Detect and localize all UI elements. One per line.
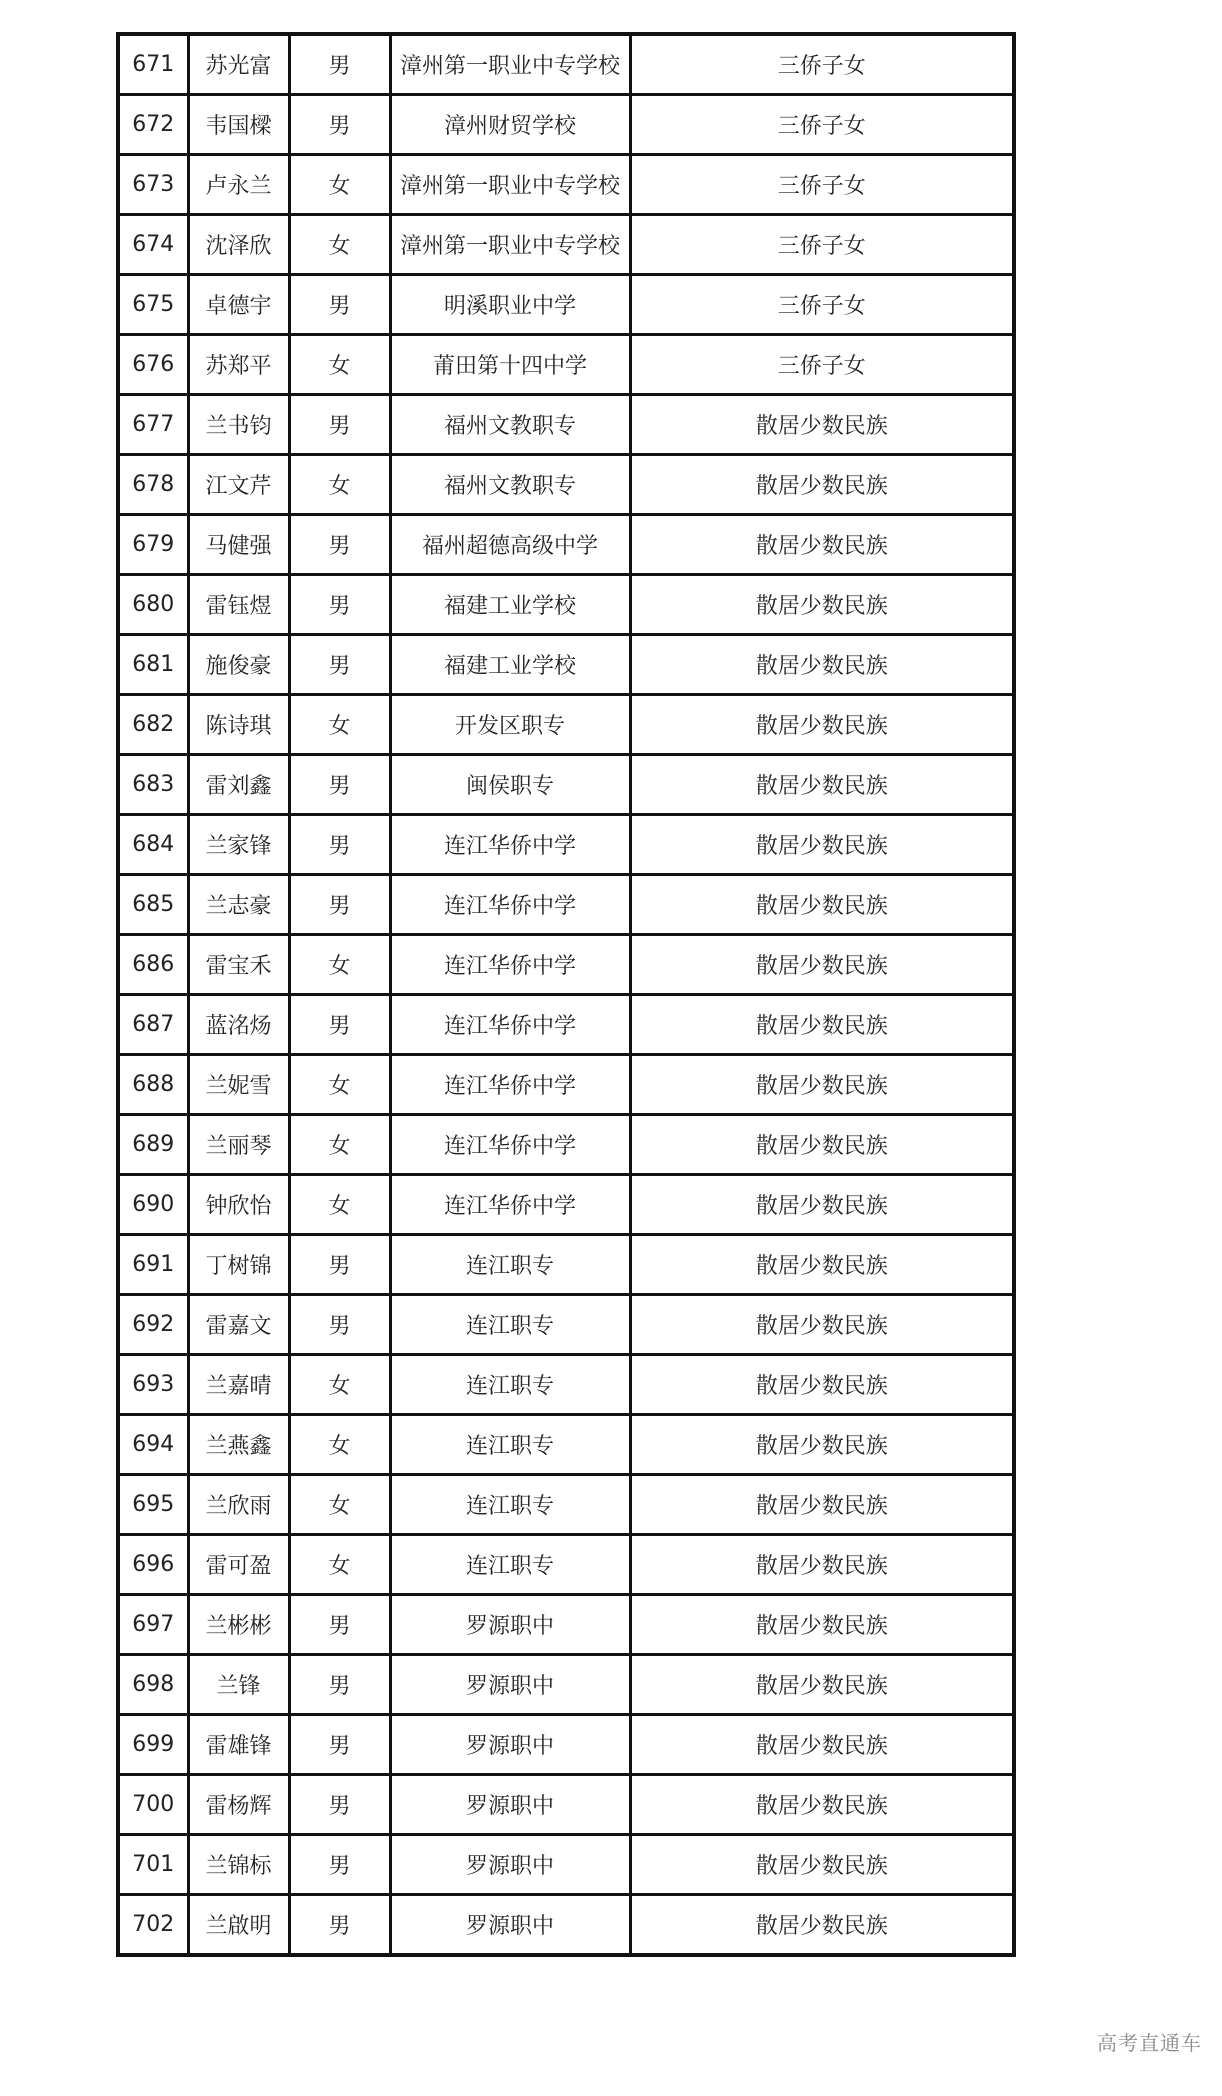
table-row xyxy=(118,815,1014,875)
name-cell: 卓德宇 xyxy=(188,275,289,335)
category-cell: 散居少数民族 xyxy=(630,1655,1014,1715)
category-cell: 散居少数民族 xyxy=(630,875,1014,935)
gender-cell: 女 xyxy=(289,155,390,215)
school-cell: 连江职专 xyxy=(390,1475,630,1535)
name-cell: 卢永兰 xyxy=(188,155,289,215)
category-cell: 三侨子女 xyxy=(630,275,1014,335)
gender-cell: 女 xyxy=(289,1415,390,1475)
number-cell: 673 xyxy=(118,155,188,215)
table-row xyxy=(118,335,1014,395)
category-cell: 三侨子女 xyxy=(630,155,1014,215)
name-cell: 雷雄锋 xyxy=(188,1715,289,1775)
gender-cell: 女 xyxy=(289,1055,390,1115)
gender-cell: 男 xyxy=(289,1715,390,1775)
gender-cell: 男 xyxy=(289,1655,390,1715)
category-cell: 散居少数民族 xyxy=(630,1835,1014,1895)
number-cell: 695 xyxy=(118,1475,188,1535)
number-cell: 698 xyxy=(118,1655,188,1715)
table-row xyxy=(118,1595,1014,1655)
number-cell: 687 xyxy=(118,995,188,1055)
category-cell: 散居少数民族 xyxy=(630,395,1014,455)
table-row xyxy=(118,995,1014,1055)
school-cell: 莆田第十四中学 xyxy=(390,335,630,395)
school-cell: 连江华侨中学 xyxy=(390,935,630,995)
number-cell: 692 xyxy=(118,1295,188,1355)
table-row xyxy=(118,1475,1014,1535)
category-cell: 散居少数民族 xyxy=(630,575,1014,635)
category-cell: 散居少数民族 xyxy=(630,1295,1014,1355)
gender-cell: 女 xyxy=(289,1475,390,1535)
school-cell: 罗源职中 xyxy=(390,1895,630,1956)
gender-cell: 男 xyxy=(289,1595,390,1655)
number-cell: 680 xyxy=(118,575,188,635)
category-cell: 三侨子女 xyxy=(630,215,1014,275)
gender-cell: 男 xyxy=(289,395,390,455)
name-cell: 雷嘉文 xyxy=(188,1295,289,1355)
category-cell: 散居少数民族 xyxy=(630,455,1014,515)
school-cell: 福州文教职专 xyxy=(390,395,630,455)
name-cell: 钟欣怡 xyxy=(188,1175,289,1235)
name-cell: 苏光富 xyxy=(188,34,289,95)
name-cell: 兰锦标 xyxy=(188,1835,289,1895)
gender-cell: 男 xyxy=(289,1295,390,1355)
number-cell: 701 xyxy=(118,1835,188,1895)
school-cell: 连江华侨中学 xyxy=(390,995,630,1055)
table-row xyxy=(118,1055,1014,1115)
number-cell: 688 xyxy=(118,1055,188,1115)
name-cell: 兰欣雨 xyxy=(188,1475,289,1535)
table-row xyxy=(118,1895,1014,1956)
category-cell: 散居少数民族 xyxy=(630,1235,1014,1295)
table-row xyxy=(118,875,1014,935)
roster-body xyxy=(118,34,1014,1955)
name-cell: 兰丽琴 xyxy=(188,1115,289,1175)
name-cell: 江文芹 xyxy=(188,455,289,515)
category-cell: 散居少数民族 xyxy=(630,1055,1014,1115)
name-cell: 兰啟明 xyxy=(188,1895,289,1956)
table-row xyxy=(118,155,1014,215)
gender-cell: 男 xyxy=(289,1835,390,1895)
gender-cell: 女 xyxy=(289,455,390,515)
category-cell: 散居少数民族 xyxy=(630,1895,1014,1956)
category-cell: 散居少数民族 xyxy=(630,515,1014,575)
school-cell: 福州超德高级中学 xyxy=(390,515,630,575)
gender-cell: 男 xyxy=(289,1235,390,1295)
gender-cell: 男 xyxy=(289,815,390,875)
name-cell: 兰彬彬 xyxy=(188,1595,289,1655)
category-cell: 散居少数民族 xyxy=(630,635,1014,695)
gender-cell: 男 xyxy=(289,1775,390,1835)
number-cell: 671 xyxy=(118,34,188,95)
name-cell: 兰妮雪 xyxy=(188,1055,289,1115)
school-cell: 连江职专 xyxy=(390,1415,630,1475)
table-row xyxy=(118,515,1014,575)
gender-cell: 女 xyxy=(289,1535,390,1595)
name-cell: 蓝洺炀 xyxy=(188,995,289,1055)
table-row xyxy=(118,1775,1014,1835)
number-cell: 685 xyxy=(118,875,188,935)
category-cell: 散居少数民族 xyxy=(630,1415,1014,1475)
school-cell: 明溪职业中学 xyxy=(390,275,630,335)
category-cell: 散居少数民族 xyxy=(630,1115,1014,1175)
number-cell: 677 xyxy=(118,395,188,455)
gender-cell: 男 xyxy=(289,995,390,1055)
number-cell: 689 xyxy=(118,1115,188,1175)
number-cell: 678 xyxy=(118,455,188,515)
number-cell: 675 xyxy=(118,275,188,335)
gender-cell: 男 xyxy=(289,1895,390,1956)
name-cell: 雷可盈 xyxy=(188,1535,289,1595)
gender-cell: 女 xyxy=(289,335,390,395)
number-cell: 696 xyxy=(118,1535,188,1595)
school-cell: 罗源职中 xyxy=(390,1715,630,1775)
name-cell: 施俊豪 xyxy=(188,635,289,695)
name-cell: 雷杨辉 xyxy=(188,1775,289,1835)
category-cell: 散居少数民族 xyxy=(630,1715,1014,1775)
number-cell: 679 xyxy=(118,515,188,575)
table-row xyxy=(118,1115,1014,1175)
gender-cell: 男 xyxy=(289,34,390,95)
table-row xyxy=(118,275,1014,335)
table-row xyxy=(118,1535,1014,1595)
number-cell: 686 xyxy=(118,935,188,995)
gender-cell: 女 xyxy=(289,935,390,995)
school-cell: 福建工业学校 xyxy=(390,635,630,695)
name-cell: 兰志豪 xyxy=(188,875,289,935)
category-cell: 散居少数民族 xyxy=(630,1535,1014,1595)
category-cell: 散居少数民族 xyxy=(630,755,1014,815)
gender-cell: 男 xyxy=(289,95,390,155)
number-cell: 682 xyxy=(118,695,188,755)
roster-table xyxy=(116,32,1016,1957)
number-cell: 700 xyxy=(118,1775,188,1835)
number-cell: 702 xyxy=(118,1895,188,1956)
number-cell: 693 xyxy=(118,1355,188,1415)
category-cell: 散居少数民族 xyxy=(630,995,1014,1055)
category-cell: 三侨子女 xyxy=(630,34,1014,95)
table-row xyxy=(118,1295,1014,1355)
school-cell: 闽侯职专 xyxy=(390,755,630,815)
school-cell: 漳州第一职业中专学校 xyxy=(390,155,630,215)
school-cell: 福建工业学校 xyxy=(390,575,630,635)
name-cell: 韦国樑 xyxy=(188,95,289,155)
table-row xyxy=(118,1235,1014,1295)
school-cell: 连江职专 xyxy=(390,1235,630,1295)
table-row xyxy=(118,1835,1014,1895)
gender-cell: 男 xyxy=(289,755,390,815)
school-cell: 漳州第一职业中专学校 xyxy=(390,215,630,275)
category-cell: 三侨子女 xyxy=(630,95,1014,155)
school-cell: 漳州财贸学校 xyxy=(390,95,630,155)
school-cell: 连江华侨中学 xyxy=(390,875,630,935)
number-cell: 674 xyxy=(118,215,188,275)
name-cell: 兰书钧 xyxy=(188,395,289,455)
name-cell: 丁树锦 xyxy=(188,1235,289,1295)
category-cell: 散居少数民族 xyxy=(630,1595,1014,1655)
number-cell: 681 xyxy=(118,635,188,695)
name-cell: 雷钰煜 xyxy=(188,575,289,635)
number-cell: 697 xyxy=(118,1595,188,1655)
table-row xyxy=(118,1415,1014,1475)
category-cell: 散居少数民族 xyxy=(630,1775,1014,1835)
category-cell: 散居少数民族 xyxy=(630,935,1014,995)
table-row xyxy=(118,695,1014,755)
school-cell: 罗源职中 xyxy=(390,1655,630,1715)
category-cell: 散居少数民族 xyxy=(630,695,1014,755)
gender-cell: 女 xyxy=(289,215,390,275)
table-row xyxy=(118,1715,1014,1775)
number-cell: 684 xyxy=(118,815,188,875)
number-cell: 694 xyxy=(118,1415,188,1475)
category-cell: 散居少数民族 xyxy=(630,1175,1014,1235)
category-cell: 三侨子女 xyxy=(630,335,1014,395)
school-cell: 连江职专 xyxy=(390,1295,630,1355)
school-cell: 连江华侨中学 xyxy=(390,815,630,875)
table-row xyxy=(118,395,1014,455)
number-cell: 690 xyxy=(118,1175,188,1235)
gender-cell: 女 xyxy=(289,695,390,755)
name-cell: 兰嘉晴 xyxy=(188,1355,289,1415)
gender-cell: 女 xyxy=(289,1355,390,1415)
watermark-text: 高考直通车 xyxy=(1097,2031,1202,2055)
category-cell: 散居少数民族 xyxy=(630,1475,1014,1535)
gender-cell: 男 xyxy=(289,275,390,335)
table-row xyxy=(118,635,1014,695)
gender-cell: 女 xyxy=(289,1115,390,1175)
name-cell: 兰家锋 xyxy=(188,815,289,875)
number-cell: 676 xyxy=(118,335,188,395)
name-cell: 兰燕鑫 xyxy=(188,1415,289,1475)
table-row xyxy=(118,34,1014,95)
name-cell: 雷宝禾 xyxy=(188,935,289,995)
school-cell: 罗源职中 xyxy=(390,1595,630,1655)
number-cell: 699 xyxy=(118,1715,188,1775)
school-cell: 开发区职专 xyxy=(390,695,630,755)
table-row xyxy=(118,95,1014,155)
school-cell: 连江华侨中学 xyxy=(390,1055,630,1115)
school-cell: 连江职专 xyxy=(390,1355,630,1415)
table-row xyxy=(118,755,1014,815)
category-cell: 散居少数民族 xyxy=(630,1355,1014,1415)
table-row xyxy=(118,1175,1014,1235)
category-cell: 散居少数民族 xyxy=(630,815,1014,875)
table-row xyxy=(118,1355,1014,1415)
name-cell: 苏郑平 xyxy=(188,335,289,395)
gender-cell: 男 xyxy=(289,875,390,935)
gender-cell: 男 xyxy=(289,635,390,695)
school-cell: 连江华侨中学 xyxy=(390,1115,630,1175)
number-cell: 691 xyxy=(118,1235,188,1295)
gender-cell: 女 xyxy=(289,1175,390,1235)
gender-cell: 男 xyxy=(289,575,390,635)
name-cell: 陈诗琪 xyxy=(188,695,289,755)
table-row xyxy=(118,935,1014,995)
name-cell: 马健强 xyxy=(188,515,289,575)
number-cell: 672 xyxy=(118,95,188,155)
school-cell: 漳州第一职业中专学校 xyxy=(390,34,630,95)
number-cell: 683 xyxy=(118,755,188,815)
school-cell: 连江职专 xyxy=(390,1535,630,1595)
name-cell: 兰锋 xyxy=(188,1655,289,1715)
school-cell: 罗源职中 xyxy=(390,1775,630,1835)
school-cell: 福州文教职专 xyxy=(390,455,630,515)
name-cell: 雷刘鑫 xyxy=(188,755,289,815)
table-row xyxy=(118,215,1014,275)
school-cell: 罗源职中 xyxy=(390,1835,630,1895)
table-row xyxy=(118,575,1014,635)
school-cell: 连江华侨中学 xyxy=(390,1175,630,1235)
table-row xyxy=(118,1655,1014,1715)
table-row xyxy=(118,455,1014,515)
gender-cell: 男 xyxy=(289,515,390,575)
name-cell: 沈泽欣 xyxy=(188,215,289,275)
